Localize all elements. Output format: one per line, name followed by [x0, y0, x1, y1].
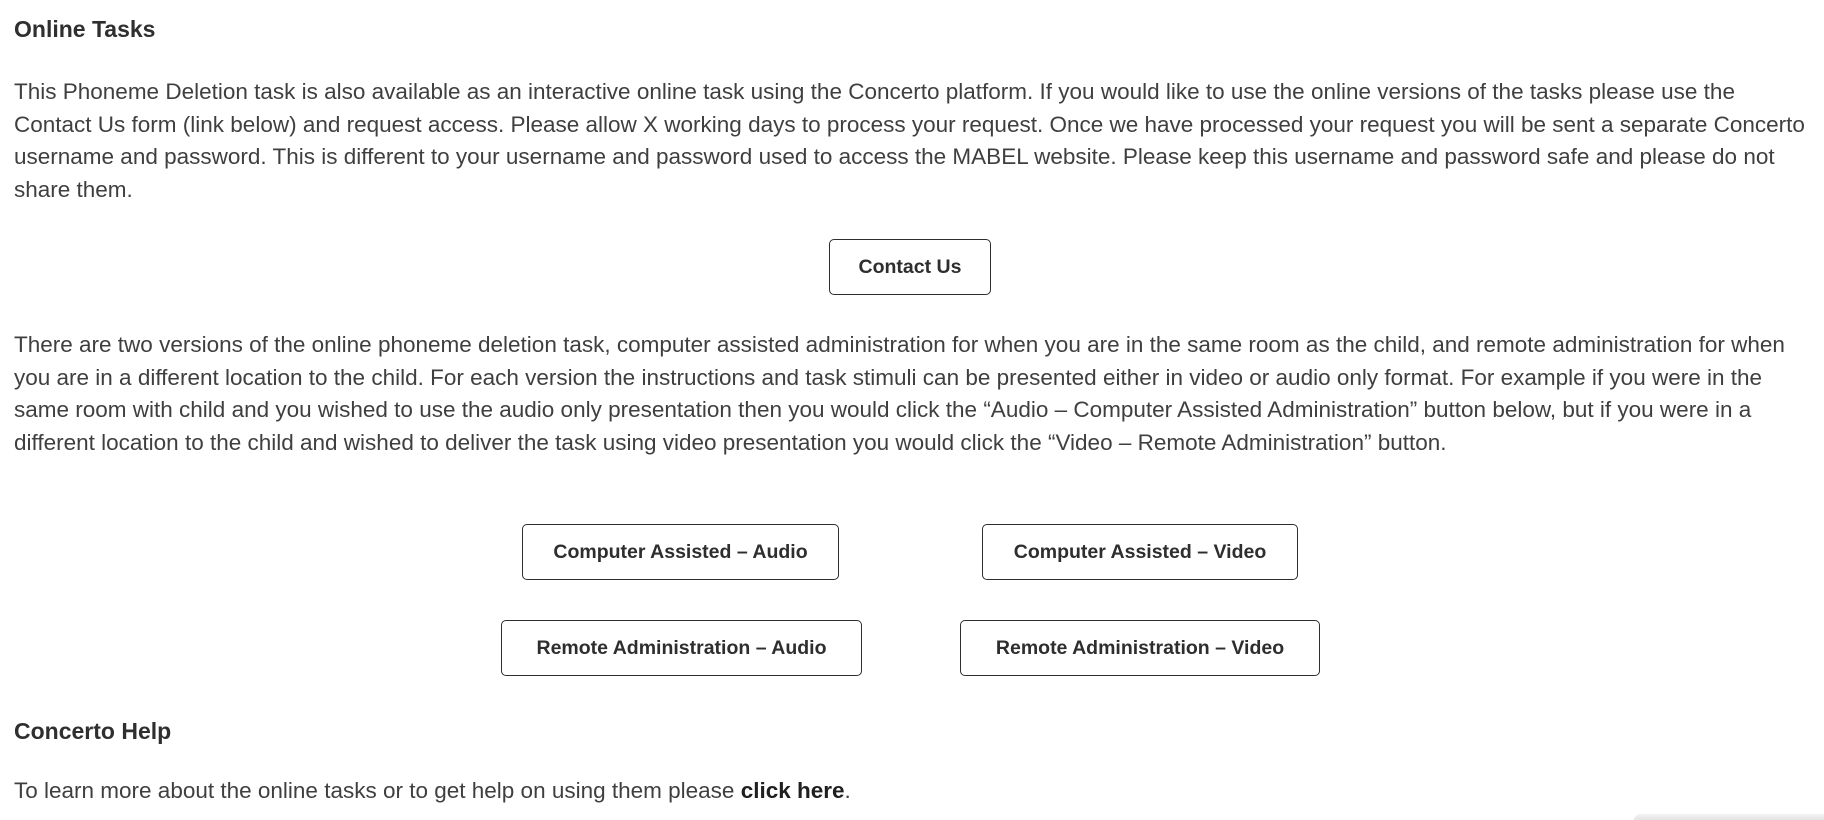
concerto-help-text: To learn more about the online tasks or to get help on using them please — [14, 778, 741, 803]
computer-assisted-audio-button[interactable]: Computer Assisted – Audio — [522, 524, 839, 580]
concerto-help-period: . — [844, 778, 851, 803]
task-versions-paragraph: There are two versions of the online phoneme deletion task, computer assisted administration for when you are in the same room as the child, and remote administration for when you are in a different location to the child. For each version the instructions and task stimuli can be presented either in video or audio only format. For example if you were in the same room with child and you wished to use the audio only presentation then you would click the “Audio – Computer Assisted Administration” button below, but if you were in a different location to the child and wished to deliver the task using video presentation you would click the “Video – Remote Administration” button. — [14, 332, 1785, 455]
computer-assisted-video-button[interactable]: Computer Assisted – Video — [982, 524, 1298, 580]
online-tasks-heading: Online Tasks — [14, 16, 156, 42]
click-here-link[interactable]: click here — [740, 778, 845, 803]
contact-us-button[interactable]: Contact Us — [829, 239, 991, 295]
remote-administration-video-button[interactable]: Remote Administration – Video — [960, 620, 1320, 676]
online-tasks-intro-paragraph: This Phoneme Deletion task is also available as an interactive online task using the Concerto platform. If you would like to use the online versions of the tasks please use the Contact Us form (link below) and request access. Please allow X working days to process your request. Once we have processed your request you will be sent a separate Concerto username and password. This is different to your username and password used to access the MABEL website. Please keep this username and password safe and please do not share them. — [14, 79, 1805, 202]
concerto-help-heading: Concerto Help — [14, 718, 172, 744]
concerto-help-paragraph — [14, 775, 1814, 808]
floating-widget-edge — [1634, 814, 1824, 820]
remote-administration-audio-button[interactable]: Remote Administration – Audio — [501, 620, 862, 676]
